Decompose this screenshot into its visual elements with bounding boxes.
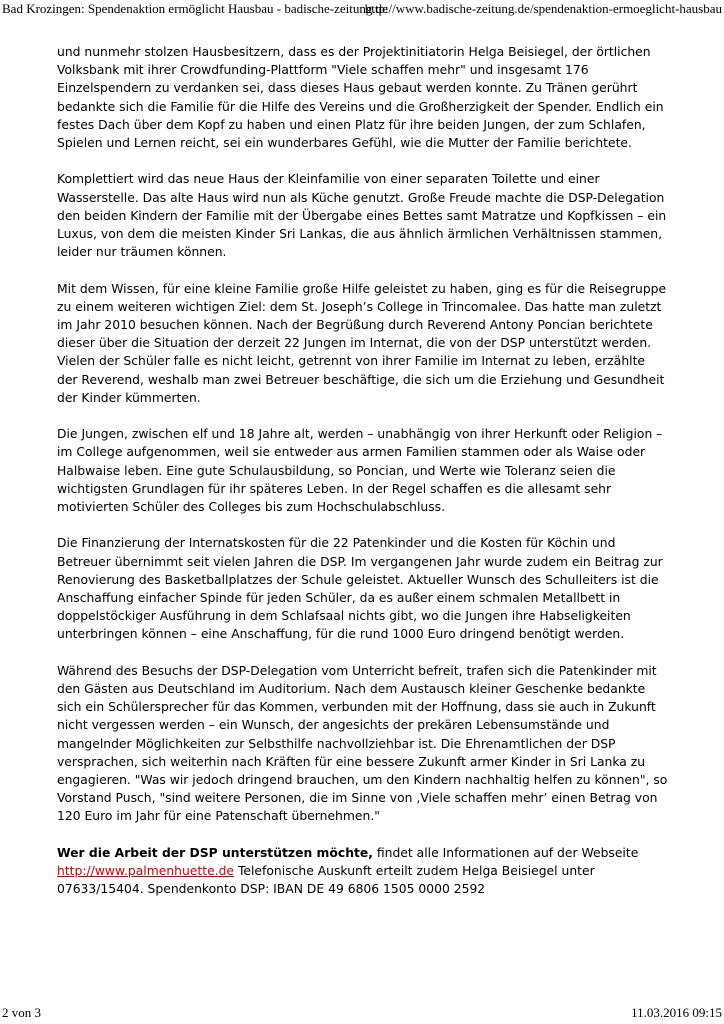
website-link[interactable]: http://www.palmenhuette.de xyxy=(57,864,235,879)
page-url: http://www.badische-zeitung.de/spendenaktion-ermoeglicht-hausbau xyxy=(364,1,722,16)
page-title: Bad Krozingen: Spendenaktion ermöglicht Hausbau - badische-zeitung.de xyxy=(2,1,388,16)
print-datetime: 11.03.2016 09:15 xyxy=(631,1005,722,1020)
paragraph-4: Die Jungen, zwischen elf und 18 Jahre alt, werden – unabhängig von ihrer Herkunft oder Religion – im College aufgenommen, weil sie entweder aus armen Familien stammen oder als Waise oder Halbwaise leben. Eine gute Schulausbildung, so Poncian, und Werte wie Toleranz seien die wichtigsten Grundlagen für ihr späteres Leben. In der Regel schaffen es die allesamt sehr motivierten Schüler des Colleges bis zum Hochschulabschluss. xyxy=(57,427,663,515)
paragraph-5: Die Finanzierung der Internatskosten für die 22 Patenkinder und die Kosten für Köchin und Betreuer übernimmt seit vielen Jahren die DSP. Im vergangenen Jahr wurde zudem ein Beitrag zur Renovierung des Basketballplatzes der Schule geleistet. Aktueller Wunsch des Schulleiters ist die Anschaffung einfacher Spinde für jeden Schüler, da es außer einem schmalen Metallbett in doppelstöckiger Ausführung in dem Schlafsaal nichts gibt, wo die Jungen ihre Habseligkeiten unterbringen können – eine Anschaffung, für die rund 1000 Euro dringend benötigt werden. xyxy=(57,536,663,642)
closing-text-2: Telefonische Auskunft erteilt zudem Helga Beisiegel unter xyxy=(234,864,595,879)
closing-text-3: Spendenkonto DSP: IBAN DE 49 6806 1505 0000 2592 xyxy=(143,882,486,897)
closing-paragraph xyxy=(57,844,669,899)
paragraph-6: Während des Besuchs der DSP-Delegation vom Unterricht befreit, trafen sich die Patenkinder mit den Gästen aus Deutschland im Auditorium. Nach dem Austausch kleiner Geschenke bedankte sich ein Schülersprecher für das Kommen, verbunden mit der Hoffnung, dass sie auch in Zukunft nicht vergessen werden – ein Wunsch, der angesichts der prekären Lebensumstände und mangelnder Möglichkeiten zur Selbsthilfe nachvollziehbar ist. Die Ehrenamtlichen der DSP versprachen, sich weiterhin nach Kräften für eine bessere Zukunft armer Kinder in Sri Lanka zu engagieren. "Was wir jedoch dringend brauchen, um den Kindern nachhaltig helfen zu können", so Vorstand Pusch, "sind weitere Personen, die im Sinne von ‚Viele schaffen mehr’ einen Betrag von 120 Euro im Jahr für eine Patenschaft übernehmen." xyxy=(57,663,668,824)
paragraph-3: Mit dem Wissen, für eine kleine Familie große Hilfe geleistet zu haben, ging es für die Reisegruppe zu einem weiteren wichtigen Ziel: dem St. Joseph’s College in Trincomalee. Das hatte man zuletzt im Jahr 2010 besuchen können. Nach der Begrüßung durch Reverend Antony Poncian berichtete dieser über die Situation der derzeit 22 Jungen im Internat, die von der DSP unterstützt werden. Vielen der Schüler falle es nicht leicht, getrennt von ihrer Familie im Internat zu leben, erzählte der Reverend, weshalb man zwei Betreuer beschäftige, die sich um die Erziehung und Gesundheit der Kinder kümmerten. xyxy=(57,281,667,405)
phone-number: 07633/15404. xyxy=(57,882,144,897)
paragraph-2: Komplettiert wird das neue Haus der Kleinfamilie von einer separaten Toilette und einer Wasserstelle. Das alte Haus wird nun als Küche genutzt. Große Freude machte die DSP-Delegation den beiden Kindern der Familie mit der Übergabe eines Bettes samt Matratze und Kopfkissen – ein Luxus, von dem die meisten Kinder Sri Lankas, die aus ähnlich ärmlichen Verhältnissen stammen, leider nur träumen können. xyxy=(57,172,667,260)
closing-text-1: findet alle Informationen auf der Webseite xyxy=(372,845,639,860)
paragraph-1: und nunmehr stolzen Hausbesitzern, dass es der Projektinitiatorin Helga Beisiegel, der örtlichen Volksbank mit ihrer Crowdfunding-Plattform "Viele schaffen mehr" und insgesamt 176 Einzelspendern zu verdanken sei, dass dieses Haus gebaut werden konnte. Zu Tränen gerührt bedankte sich die Familie für die Hilfe des Vereins und die Großherzigkeit der Spender. Endlich ein festes Dach über dem Kopf zu haben und einen Platz für ihre beiden Jungen, der zum Schlafen, Spielen und Lernen reicht, sei ein wunderbares Gefühl, wie die Mutter der Familie berichtete. xyxy=(57,45,664,151)
closing-bold-lead: Wer die Arbeit der DSP unterstützen möchte, xyxy=(57,845,373,860)
page-number: 2 von 3 xyxy=(2,1005,41,1020)
print-header xyxy=(2,0,722,20)
print-footer xyxy=(2,1004,722,1024)
article-body xyxy=(57,43,669,898)
